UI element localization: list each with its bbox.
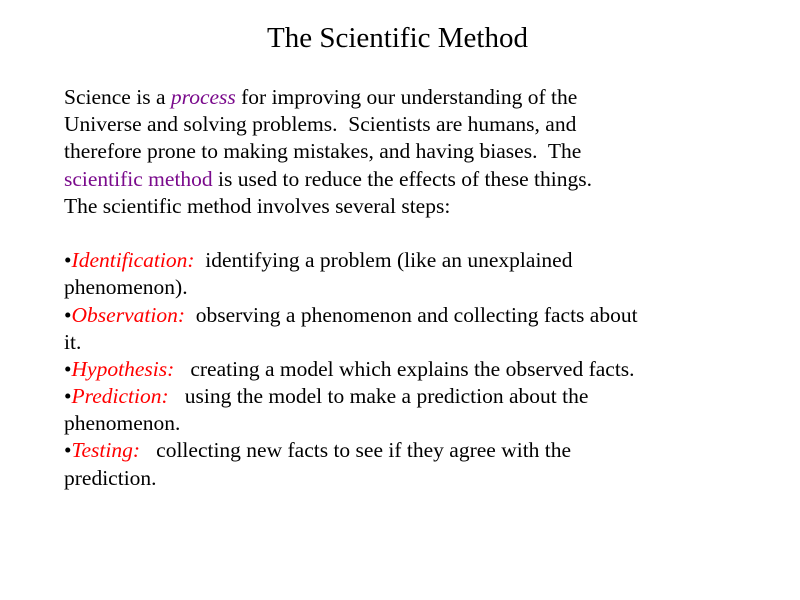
intro-text: for improving our understanding of the [235, 85, 578, 109]
step-description: identifying a problem (like an unexplained [194, 248, 573, 273]
step-testing [64, 437, 724, 464]
bullet-icon: • [64, 384, 72, 409]
step-description: creating a model which explains the observed facts. [174, 356, 635, 381]
scientific-method-term: scientific method [64, 166, 213, 191]
intro-line-4 [64, 166, 724, 193]
step-term: Observation: [71, 302, 185, 327]
step-description: using the model to make a prediction about the [168, 384, 589, 409]
step-testing-cont: prediction. [64, 465, 157, 490]
step-prediction [64, 383, 724, 410]
bullet-icon: • [64, 356, 72, 381]
intro-text: Science is a [64, 85, 171, 109]
intro-text: is used to reduce the effects of these things. [212, 166, 592, 191]
step-observation [64, 302, 724, 329]
slide-title: The Scientific Method [267, 22, 528, 54]
step-term: Prediction: [71, 384, 169, 409]
step-hypothesis [64, 356, 724, 383]
intro-line-1 [64, 84, 724, 111]
step-prediction-cont: phenomenon. [64, 411, 181, 436]
step-identification [64, 247, 724, 274]
process-term: process [170, 85, 236, 109]
step-description: collecting new facts to see if they agree with the [140, 438, 572, 463]
intro-line-2: Universe and solving problems. Scientists are humans, and [64, 112, 577, 137]
step-term: Identification: [71, 248, 195, 273]
bullet-icon: • [64, 248, 72, 273]
step-observation-cont: it. [64, 329, 82, 354]
bullet-icon: • [64, 438, 72, 463]
intro-line-5: The scientific method involves several steps: [64, 193, 451, 218]
step-term: Hypothesis: [71, 356, 175, 381]
slide-body [64, 84, 724, 492]
step-description: observing a phenomenon and collecting facts about [184, 302, 638, 327]
intro-line-3: therefore prone to making mistakes, and having biases. The [64, 139, 582, 164]
bullet-icon: • [64, 302, 72, 327]
step-identification-cont: phenomenon). [64, 275, 188, 300]
step-term: Testing: [71, 438, 141, 463]
paragraph-spacer [64, 220, 724, 247]
